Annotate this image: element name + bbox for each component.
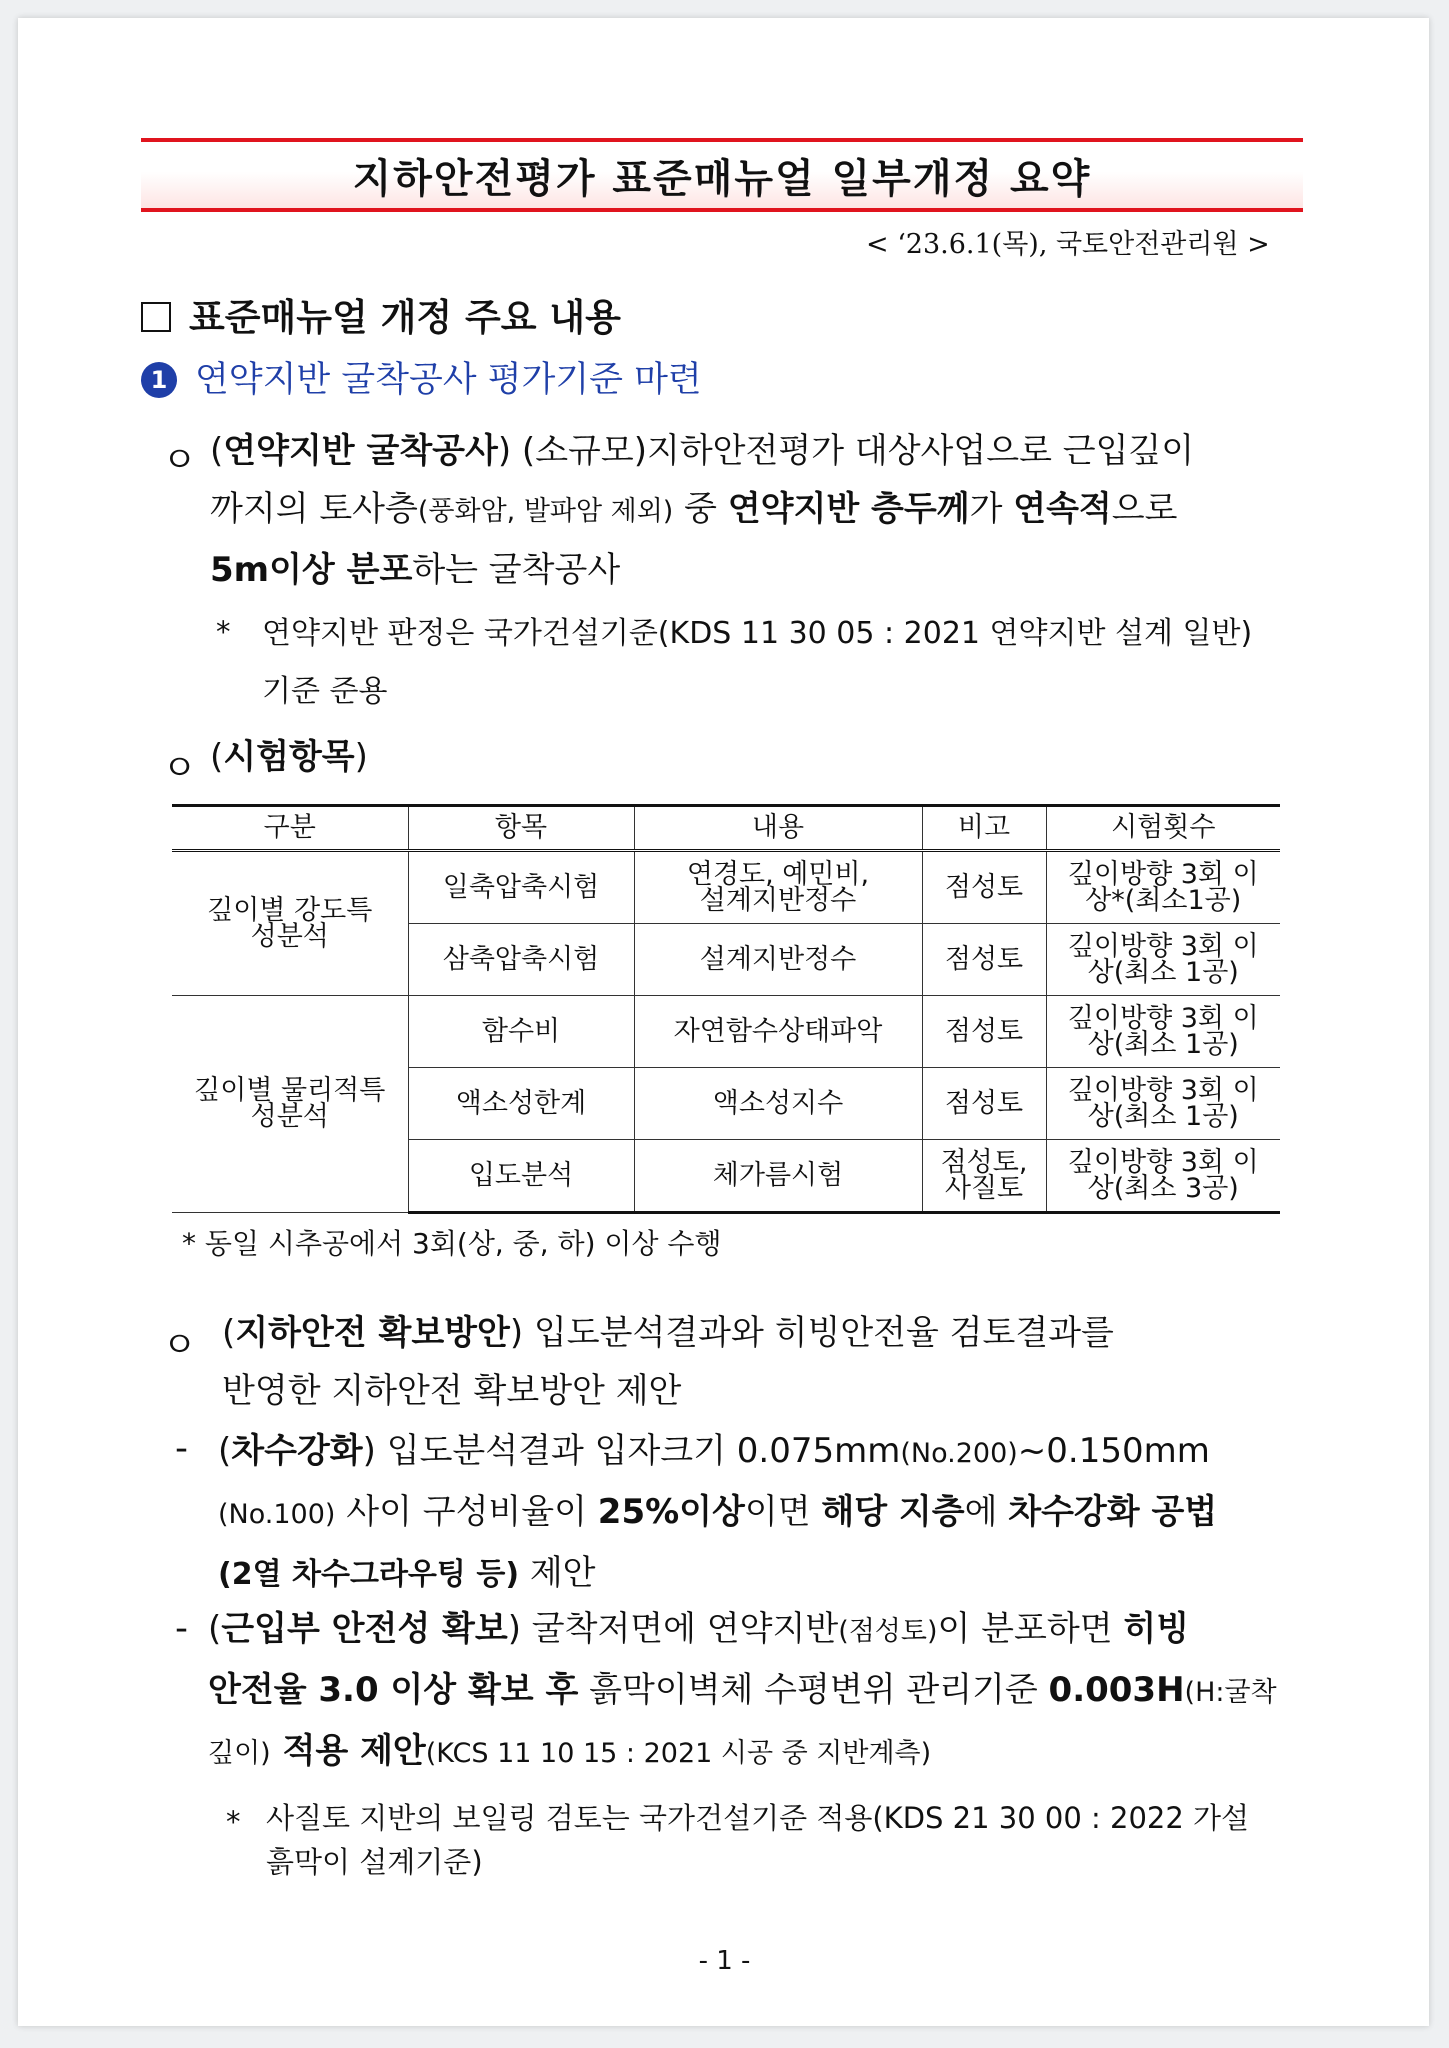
document-title: 지하안전평가 표준매뉴얼 일부개정 요약 — [352, 155, 1092, 202]
para4-bold: 차수강화 — [231, 1431, 363, 1471]
table-cell: 입도분석 — [408, 1140, 634, 1213]
table-cell: 삼축압축시험 — [408, 924, 634, 996]
note1-star: * — [216, 615, 231, 649]
subsection-heading — [141, 352, 702, 402]
para5-line3-small: 깊이) — [208, 1738, 271, 1769]
group1-label: 깊이별 강도특성분석 — [207, 894, 373, 952]
section-heading-text: 표준매뉴얼 개정 주요 내용 — [189, 296, 621, 339]
table-cell: 깊이방향 3회 이상(최소 1공) — [1046, 996, 1280, 1068]
bullet-icon: ㅇ — [162, 1325, 197, 1366]
note1-line2: 기준 준용 — [262, 674, 388, 709]
para1-line2c: 가 — [969, 489, 1014, 529]
note-1 — [262, 605, 1252, 721]
para5-line3-bold: 적용 제안 — [270, 1731, 426, 1771]
dash-icon: - — [175, 1608, 188, 1649]
section-heading — [141, 287, 621, 341]
table-header: 비고 — [922, 806, 1046, 851]
para5-line2-bold1: 안전율 3.0 이상 확보 후 — [208, 1670, 579, 1710]
para1-line2-bold2: 연속적 — [1013, 489, 1112, 529]
table-group-cell — [172, 851, 408, 996]
para1-bold: 연약지반 굴착공사 — [223, 431, 498, 471]
para4-line2-bold3: 차수강화 공법 — [1008, 1492, 1218, 1532]
paragraph-4: (차수강화) 입도분석결과 입자크기 0.075mm(No.200)~0.150mm (No.100) 사이 구성비율이 25%이상이면 해당 지층에 차수강화 공법 (2열 차수그라우팅 등) 제안 — [218, 1431, 1218, 1593]
para4-line2a: 사이 구성비율이 — [335, 1492, 598, 1532]
table-cell: 점성토 — [922, 1068, 1046, 1140]
para5-line2a: 흙막이벽체 수평변위 관리기준 — [578, 1670, 1049, 1710]
table-header: 항목 — [408, 806, 634, 851]
bullet-icon: ㅇ — [162, 748, 197, 789]
table-cell: 액소성지수 — [634, 1068, 922, 1140]
test-items-table — [172, 804, 1280, 1214]
table-header: 내용 — [634, 806, 922, 851]
para4-line2b: 이면 — [744, 1492, 822, 1532]
para3-line2: 반영한 지하안전 확보방안 제안 — [222, 1371, 682, 1411]
paragraph-5: (근입부 안전성 확보) 굴착저면에 연약지반(점성토)이 분포하면 히빙 안전율 3.0 이상 확보 후 흙막이벽체 수평변위 관리기준 0.003H(H:굴착 깊이) 적용 제안(KCS 11 10 15 : 2021 시공 중 지반계측) — [208, 1609, 1277, 1771]
note2-star: * — [226, 1805, 241, 1839]
note2-line1: 사질토 지반의 보일링 검토는 국가건설기준 적용(KDS 21 30 00 : 2022 가설 — [266, 1801, 1250, 1835]
paragraph-2: (시험항목) — [210, 737, 368, 777]
para4-line2-small: (No.100) — [218, 1499, 336, 1530]
para4-line2-bold2: 해당 지층 — [821, 1492, 965, 1532]
page-number: - 1 - — [698, 1946, 751, 1976]
paragraph-3: (지하안전 확보방안) 입도분석결과와 히빙안전율 검토결과를 반영한 지하안전 확보방안 제안 — [222, 1304, 1114, 1420]
para1-line3-bold: 5m이상 분포 — [210, 550, 413, 590]
para4-line1-end: ~0.150mm — [1017, 1431, 1210, 1471]
table-cell: 점성토 — [922, 996, 1046, 1068]
table-cell: 깊이방향 3회 이상(최소 3공) — [1046, 1140, 1280, 1213]
para4-line3: 제안 — [519, 1553, 596, 1593]
para1-line2d: 으로 — [1111, 489, 1178, 529]
para5-line1b: 이 분포하면 — [937, 1609, 1124, 1649]
para1-line2-small: (풍화암, 발파암 제외) — [417, 496, 674, 527]
group2-label: 깊이별 물리적특성분석 — [194, 1075, 386, 1132]
table-cell: 자연함수상태파악 — [634, 996, 922, 1068]
number-circle-icon: 1 — [141, 362, 177, 398]
para1-line3: 하는 굴착공사 — [412, 550, 621, 590]
para5-line1-small: (점성토) — [838, 1616, 938, 1647]
table-cell: 점성토 — [922, 851, 1046, 924]
table-cell: 설계지반정수 — [634, 924, 922, 996]
table-group-cell — [172, 996, 408, 1213]
table-header: 구분 — [172, 806, 408, 851]
para1-line2b: 중 — [673, 489, 728, 529]
para5-line2-small: (H:굴착 — [1184, 1677, 1277, 1708]
note-2 — [266, 1796, 1249, 1884]
para5-bold: 근입부 안전성 확보 — [221, 1609, 508, 1649]
para2-bold: 시험항목 — [223, 737, 355, 777]
table-cell: 깊이방향 3회 이상(최소 1공) — [1046, 1068, 1280, 1140]
table-cell: 액소성한계 — [408, 1068, 634, 1140]
para5-line1a: 굴착저면에 연약지반 — [520, 1609, 839, 1649]
paragraph-1: (연약지반 굴착공사) (소규모)지하안전평가 대상사업으로 근입깊이 까지의 토사층(풍화암, 발파암 제외) 중 연약지반 층두께가 연속적으로 5m이상 분포하는 굴착공사 — [210, 431, 1195, 590]
para4-line3-bold: (2열 차수그라우팅 등) — [218, 1557, 520, 1592]
table-header: 시험횟수 — [1046, 806, 1280, 851]
dash-icon: - — [175, 1428, 188, 1469]
para4-line1: 입도분석결과 입자크기 0.075mm — [375, 1431, 901, 1471]
para4-line2-bold1: 25%이상 — [597, 1492, 745, 1532]
para5-line2-bold2: 0.003H — [1048, 1670, 1185, 1710]
para1-line1: (소규모)지하안전평가 대상사업으로 근입깊이 — [511, 431, 1195, 471]
para1-line2-bold1: 연약지반 층두께 — [727, 489, 970, 529]
para3-line1: 입도분석결과와 히빙안전율 검토결과를 — [523, 1313, 1114, 1353]
para4-line1-small: (No.200) — [900, 1438, 1018, 1469]
table-cell: 점성토, 사질토 — [922, 1140, 1046, 1213]
para3-bold: 지하안전 확보방안 — [235, 1313, 510, 1353]
table-footnote: * 동일 시추공에서 3회(상, 중, 하) 이상 수행 — [182, 1227, 722, 1260]
note1-line1: 연약지반 판정은 국가건설기준(KDS 11 30 05 : 2021 연약지반 설계 일반) — [262, 616, 1253, 651]
para5-line3: (KCS 11 10 15 : 2021 시공 중 지반계측) — [425, 1738, 932, 1769]
table-cell: 깊이방향 3회 이상*(최소1공) — [1046, 851, 1280, 924]
table-cell: 일축압축시험 — [408, 851, 634, 924]
table-cell: 연경도, 예민비, 설계지반정수 — [634, 851, 922, 924]
table-cell: 점성토 — [922, 924, 1046, 996]
table-cell: 체가름시험 — [634, 1140, 922, 1213]
date-line: < ‘23.6.1(목), 국토안전관리원 > — [866, 229, 1270, 260]
checkbox-square-icon — [141, 302, 171, 332]
para1-line2a: 까지의 토사층 — [210, 489, 418, 529]
note2-line2: 흙막이 설계기준) — [266, 1845, 483, 1879]
title-banner — [141, 138, 1303, 212]
subsection-title: 연약지반 굴착공사 평가기준 마련 — [195, 360, 702, 400]
table-cell: 깊이방향 3회 이상(최소 1공) — [1046, 924, 1280, 996]
bullet-icon: ㅇ — [162, 440, 197, 481]
table-cell: 함수비 — [408, 996, 634, 1068]
para4-line2c: 에 — [964, 1492, 1009, 1532]
para5-line1-bold: 히빙 — [1123, 1609, 1190, 1649]
